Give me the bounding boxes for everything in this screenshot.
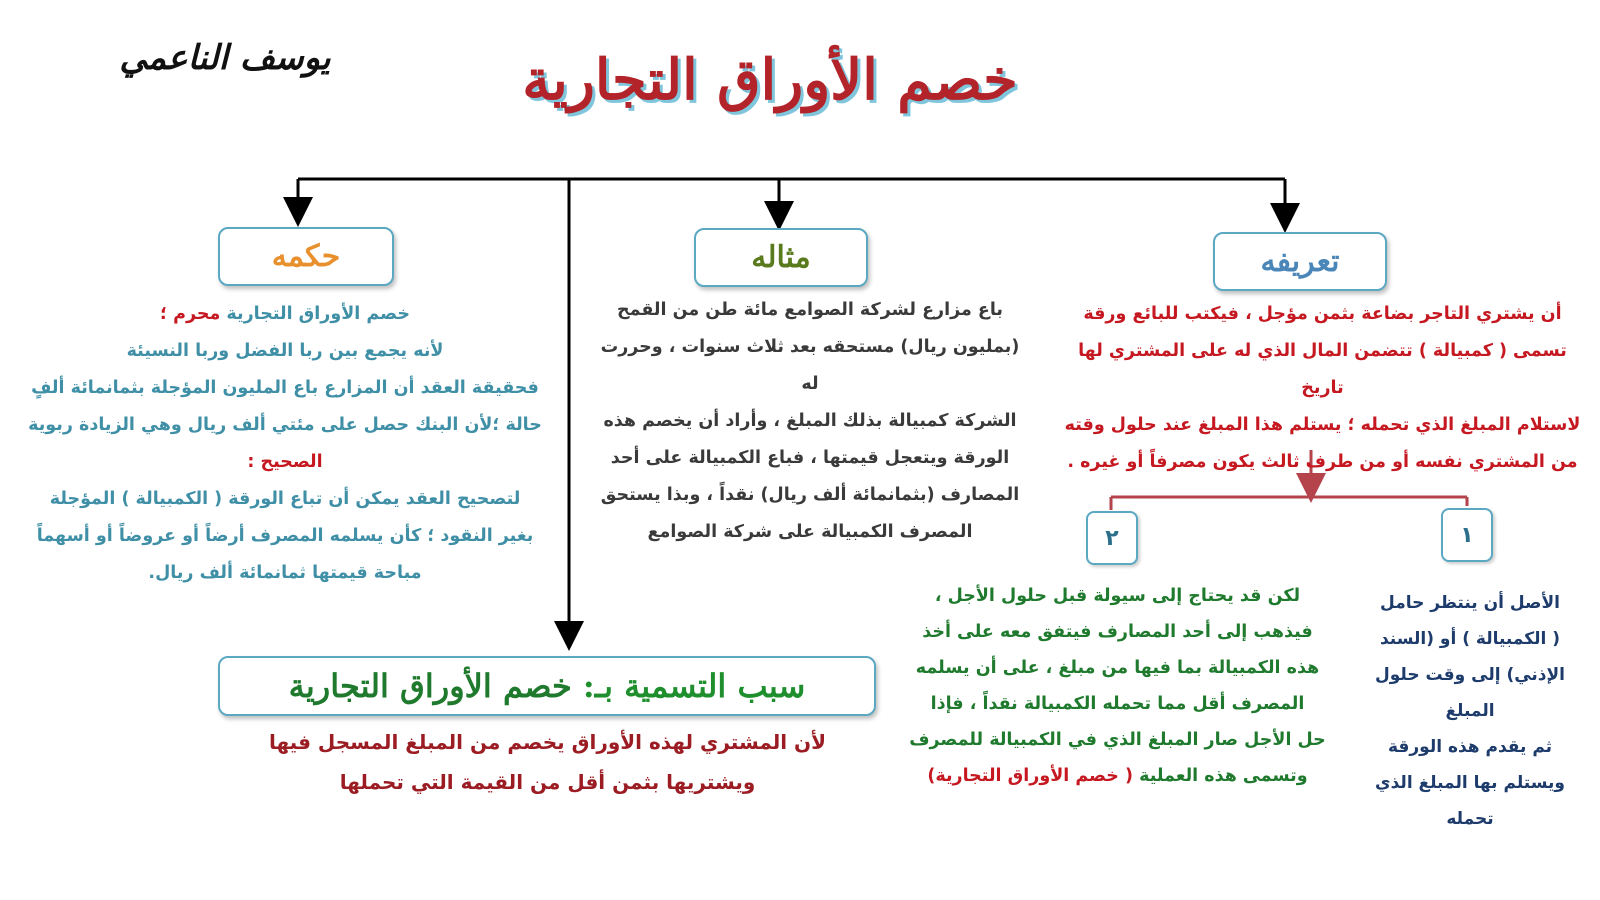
ruling-line-7: مباحة قيمتها ثمانمائة ألف ريال. <box>148 563 422 583</box>
option-2-text <box>900 578 1335 794</box>
ruling-line-1 <box>20 296 550 333</box>
option-1-line: ثم يقدم هذه الورقة <box>1387 737 1553 757</box>
naming-lead: سبب التسمية بـ: <box>582 667 806 705</box>
example-line: المصارف (بثمانمائة ألف ريال) نقداً ، وبذا يستحق <box>600 485 1020 505</box>
option-number-2: ٢ <box>1086 511 1138 565</box>
definition-line: تسمى ( كمبيالة ) تتضمن المال الذي له على المشتري لها تاريخ <box>1078 341 1567 398</box>
ruling-line-5: لتصحيح العقد يمكن أن تباع الورقة ( الكمبيالة ) المؤجلة <box>49 489 521 509</box>
naming-line: لأن المشتري لهذه الأوراق يخصم من المبلغ المسجل فيها <box>268 730 827 754</box>
example-text <box>590 292 1030 551</box>
example-line: الورقة ويتعجل قيمتها ، فباع الكمبيالة على أحد <box>610 448 1010 468</box>
ruling-line-4: حالة ؛لأن البنك حصل على مئتي ألف ريال وهي الزيادة ربوية <box>28 415 542 435</box>
naming-reason-box <box>218 656 876 716</box>
definition-line: من المشتري نفسه أو من طرف ثالث يكون مصرفاً أو غيره . <box>1067 452 1578 472</box>
option-2-line: لكن قد يحتاج إلى سيولة قبل حلول الأجل ، <box>934 586 1301 606</box>
option-1-line: الإذني) إلى وقت حلول المبلغ <box>1374 665 1566 721</box>
example-box <box>694 228 868 287</box>
option-1-line: ( الكمبيالة ) أو (السند <box>1379 629 1561 649</box>
naming-title <box>289 667 806 705</box>
option-1-line: تحمله <box>1446 809 1494 829</box>
option-2-last-line <box>900 758 1335 794</box>
author-signature: يوسف الناعمي <box>119 38 331 78</box>
option-2-term: ( خصم الأوراق التجارية) <box>927 766 1133 786</box>
ruling-label: حكمه <box>271 239 341 274</box>
option-1-line: ويستلم بها المبلغ الذي <box>1375 773 1565 793</box>
ruling-verdict: محرم ؛ <box>160 304 221 324</box>
option-2-line: المصرف أقل مما تحمله الكمبيالة نقداً ، فإذا <box>930 694 1305 714</box>
ruling-text <box>20 296 550 592</box>
example-line: الشركة كمبيالة بذلك المبلغ ، وأراد أن يخصم هذه <box>603 411 1017 431</box>
option-2-naming: وتسمى هذه العملية <box>1139 766 1308 786</box>
example-label: مثاله <box>751 240 811 275</box>
option-1-text <box>1355 585 1585 837</box>
naming-reason-text <box>220 722 875 802</box>
definition-line: أن يشتري التاجر بضاعة بثمن مؤجل ، فيكتب للبائع ورقة <box>1083 304 1562 324</box>
ruling-line-6: بغير النقود ؛ كأن يسلمه المصرف أرضاً أو عروضاً أو أسهماً <box>36 526 534 546</box>
definition-label: تعريفه <box>1260 244 1340 279</box>
definition-box <box>1213 232 1387 291</box>
option-2-line: فيذهب إلى أحد المصارف فيتفق معه على أخذ <box>922 622 1313 642</box>
ruling-line-2: لأنه يجمع بين ربا الفضل وربا النسيئة <box>126 341 444 361</box>
option-2-line: هذه الكمبيالة بما فيها من مبلغ ، على أن يسلمه <box>915 658 1320 678</box>
ruling-line-3: فحقيقة العقد أن المزارع باع المليون المؤجلة بثمانمائة ألفٍ <box>31 378 539 398</box>
naming-term: خصم الأوراق التجارية <box>288 667 572 705</box>
definition-text <box>1055 296 1590 481</box>
definition-line: لاستلام المبلغ الذي تحمله ؛ يستلم هذا المبلغ عند حلول وقته <box>1064 415 1581 435</box>
ruling-subject: خصم الأوراق التجارية <box>226 304 410 324</box>
correct-label: الصحيح : <box>247 452 323 472</box>
example-line: باع مزارع لشركة الصوامع مائة طن من القمح <box>616 300 1004 320</box>
example-line: المصرف الكمبيالة على شركة الصوامع <box>647 522 973 542</box>
example-line: (بمليون ريال) مستحقه بعد ثلاث سنوات ، وحررت له <box>600 337 1020 394</box>
option-2-line: حل الأجل صار المبلغ الذي في الكمبيالة للمصرف <box>909 730 1326 750</box>
naming-line: ويشتريها بثمن أقل من القيمة التي تحملها <box>339 770 756 794</box>
option-number-1: ١ <box>1441 508 1493 562</box>
page-title: خصم الأوراق التجارية <box>522 47 1018 113</box>
option-1-line: الأصل أن ينتظر حامل <box>1380 593 1560 613</box>
ruling-box <box>218 227 394 286</box>
